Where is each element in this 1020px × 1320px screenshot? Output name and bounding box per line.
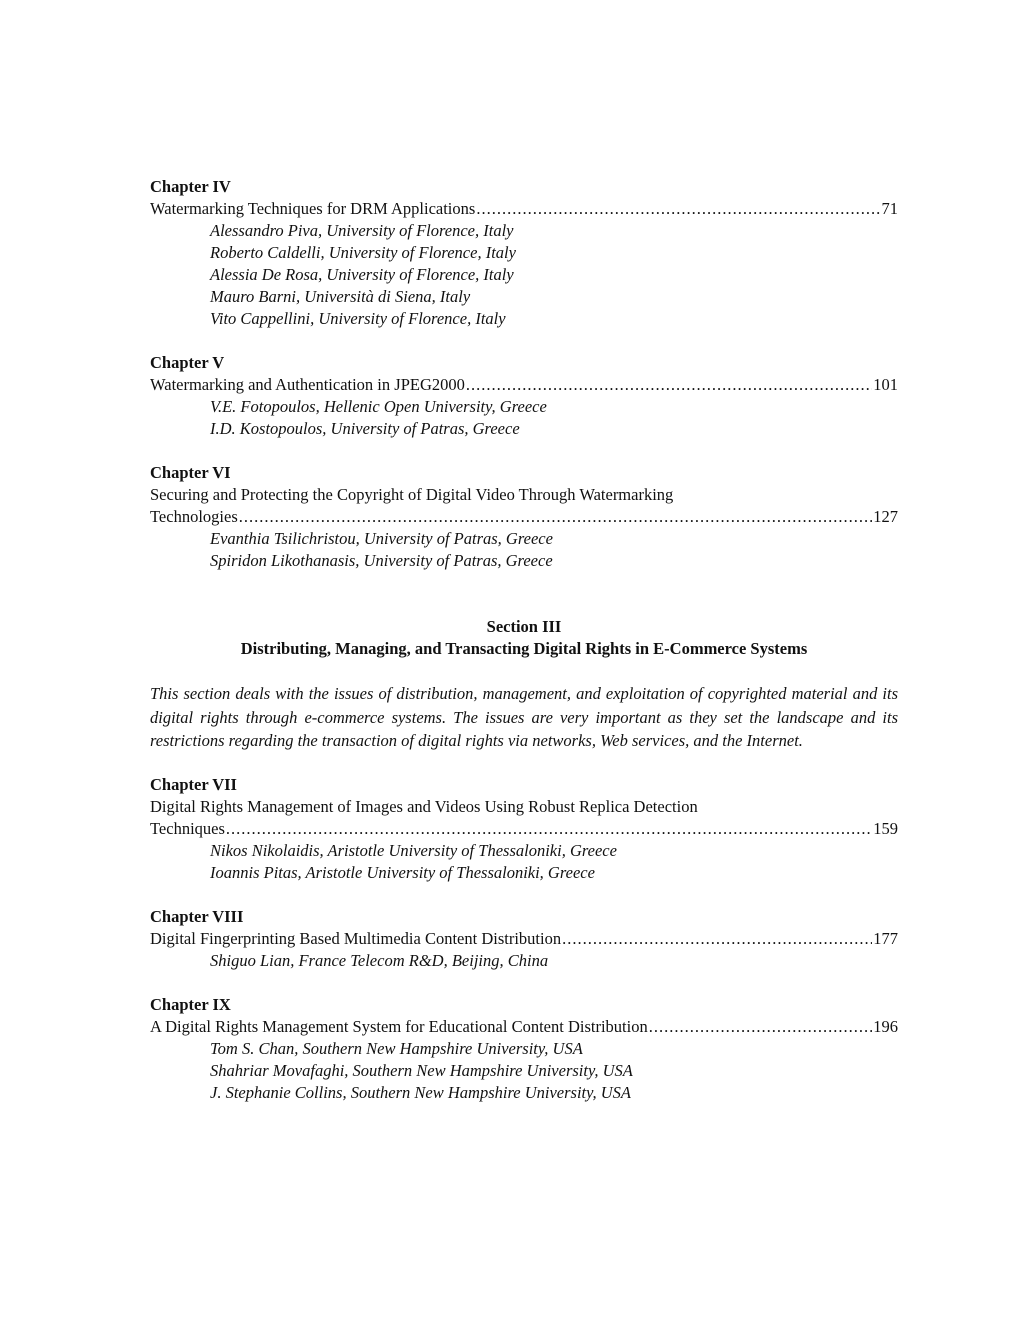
page-number[interactable]: 71 xyxy=(881,199,898,218)
dot-leader xyxy=(476,198,880,220)
page-number[interactable]: 101 xyxy=(873,375,898,394)
author-list xyxy=(150,528,898,572)
chapter-entry xyxy=(150,994,898,1104)
toc-page xyxy=(150,176,898,1126)
dot-leader xyxy=(466,374,872,396)
author-affiliation: V.E. Fotopoulos, Hellenic Open University, Greece xyxy=(210,397,547,416)
author-affiliation: Tom S. Chan, Southern New Hampshire University, USA xyxy=(210,1038,583,1058)
section-title: Distributing, Managing, and Transacting Digital Rights in E-Commerce Systems xyxy=(240,639,808,658)
author-affiliation: J. Stephanie Collins, Southern New Hampshire University, USA xyxy=(210,1082,632,1102)
chapter-title[interactable]: Techniques xyxy=(150,818,225,838)
chapter-entry xyxy=(150,462,898,572)
page-number[interactable]: 159 xyxy=(873,818,898,838)
chapter-title[interactable]: Watermarking and Authentication in JPEG2000 xyxy=(150,375,465,394)
author-affiliation: Alessia De Rosa, University of Florence, Italy xyxy=(210,265,514,284)
chapter-title[interactable]: Watermarking Techniques for DRM Applications xyxy=(150,199,476,218)
chapter-entry xyxy=(150,774,898,884)
author-list xyxy=(150,840,898,884)
chapter-entry xyxy=(150,176,898,330)
author-affiliation: I.D. Kostopoulos, University of Patras, Greece xyxy=(210,419,520,438)
chapter-title-row[interactable] xyxy=(150,1016,898,1038)
section-heading xyxy=(150,616,898,660)
chapter-title[interactable]: Technologies xyxy=(150,507,238,526)
dot-leader xyxy=(239,506,873,528)
chapter-entry xyxy=(150,906,898,972)
chapter-title-row[interactable] xyxy=(150,374,898,396)
chapter-label: Chapter VII xyxy=(150,774,237,794)
dot-leader xyxy=(649,1016,873,1038)
author-affiliation: Roberto Caldelli, University of Florence, Italy xyxy=(210,243,516,262)
chapter-title[interactable]: Digital Fingerprinting Based Multimedia Content Distribution xyxy=(150,928,562,948)
chapter-title-row[interactable] xyxy=(150,928,898,950)
chapter-title[interactable]: A Digital Rights Management System for Educational Content Distribution xyxy=(150,1016,648,1036)
chapter-title-row[interactable] xyxy=(150,198,898,220)
chapter-title-row[interactable] xyxy=(150,818,898,840)
chapter-title-line[interactable]: Digital Rights Management of Images and Videos Using Robust Replica Detection xyxy=(150,796,698,816)
chapter-title-row[interactable] xyxy=(150,506,898,528)
chapter-label: Chapter IV xyxy=(150,177,231,196)
chapter-group-before-section xyxy=(150,176,898,572)
page-number[interactable]: 177 xyxy=(873,928,898,948)
dot-leader xyxy=(562,928,872,950)
author-list xyxy=(150,1038,898,1104)
dot-leader xyxy=(226,818,872,840)
chapter-group-after-section xyxy=(150,774,898,1104)
chapter-label: Chapter VIII xyxy=(150,906,244,926)
author-affiliation: Mauro Barni, Università di Siena, Italy xyxy=(210,287,471,306)
author-affiliation: Shiguo Lian, France Telecom R&D, Beijing, China xyxy=(210,950,549,970)
author-affiliation: Spiridon Likothanasis, University of Patras, Greece xyxy=(210,551,553,570)
page-number[interactable]: 127 xyxy=(873,507,898,526)
section-description: This section deals with the issues of distribution, management, and exploitation of copyrighted material and its digital rights through e-commerce systems. The issues are very important as they set the landscape and its restrictions regarding the transaction of digital rights via networks, Web services, and the Internet. xyxy=(150,684,898,750)
chapter-label: Chapter V xyxy=(150,353,225,372)
section-label: Section III xyxy=(486,617,562,636)
author-affiliation: Evanthia Tsilichristou, University of Patras, Greece xyxy=(210,529,553,548)
author-affiliation: Shahriar Movafaghi, Southern New Hampshire University, USA xyxy=(210,1060,633,1080)
author-affiliation: Vito Cappellini, University of Florence, Italy xyxy=(210,309,506,328)
chapter-label: Chapter VI xyxy=(150,463,231,482)
author-list xyxy=(150,396,898,440)
chapter-label: Chapter IX xyxy=(150,994,231,1014)
author-list xyxy=(150,220,898,330)
author-affiliation: Nikos Nikolaidis, Aristotle University of Thessaloniki, Greece xyxy=(210,840,617,860)
author-list xyxy=(150,950,898,972)
page-number[interactable]: 196 xyxy=(873,1016,898,1036)
author-affiliation: Ioannis Pitas, Aristotle University of Thessaloniki, Greece xyxy=(210,862,595,882)
chapter-title-line[interactable]: Securing and Protecting the Copyright of Digital Video Through Watermarking xyxy=(150,485,674,504)
chapter-entry xyxy=(150,352,898,440)
author-affiliation: Alessandro Piva, University of Florence, Italy xyxy=(210,221,514,240)
